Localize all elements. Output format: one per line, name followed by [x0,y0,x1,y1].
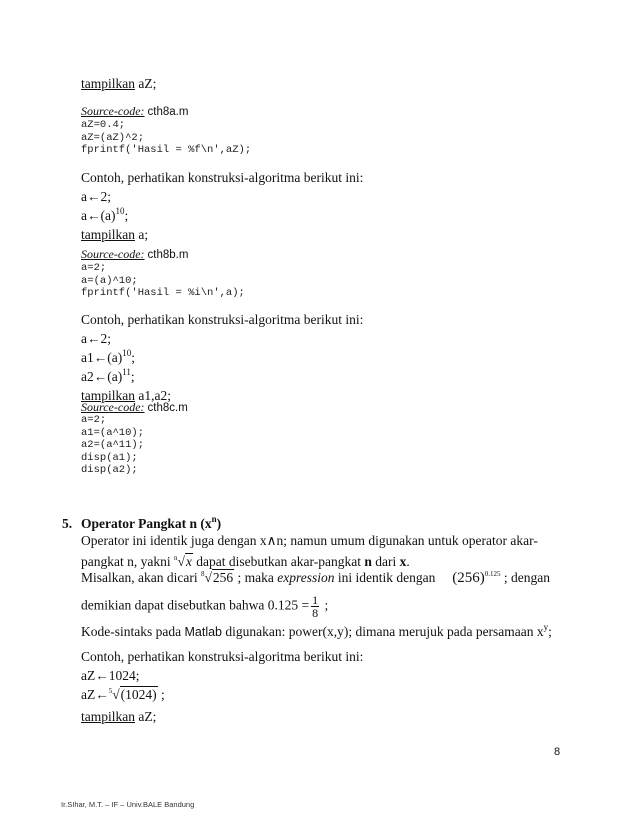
para-line [81,622,552,642]
label-text: Source-code: [81,247,145,261]
text: Misalkan, akan dicari [81,570,201,585]
text: ; dengan [500,570,550,585]
algorithm-block [81,647,363,726]
denominator: 8 [312,606,319,620]
algo-line: aZ←1024; [81,668,140,683]
code-line: fprintf('Hasil = %f\n',aZ); [81,144,252,156]
algo-line [81,348,363,367]
text: ; maka [234,570,278,585]
expr-end: ; [131,350,135,365]
source-code-label [81,400,188,415]
statement-text: a1,a2; [135,388,171,403]
algo-line [81,367,363,386]
expr-end: ; [157,687,165,702]
expr-end: ; [130,369,135,384]
para-line [81,568,563,590]
nth-root: $^8$√256 [200,570,234,585]
exponent: 10 [122,348,132,358]
nth-root: $^n$√x [173,554,192,569]
code-line: a2=(a^11); [81,439,145,451]
algorithm-block [81,310,363,405]
root-index: 8 [200,570,205,578]
radicand: x [185,554,192,569]
numerator: 1 [312,593,319,607]
radicand: 256 [212,570,234,585]
code-line: a=2; [81,414,107,426]
statement-text: a; [135,227,149,242]
text: ; [548,624,552,639]
code-block [81,414,144,477]
expr: aZ← [81,687,109,702]
fraction [311,594,319,619]
intro-text: Contoh, perhatikan konstruksi-algoritma berikut ini: [81,170,364,185]
code-line: fprintf('Hasil = %i\n',a); [81,287,245,299]
statement-text: aZ; [135,76,157,91]
title-end: ) [216,516,222,531]
intro-text: Contoh, perhatikan konstruksi-algoritma berikut ini: [81,649,364,664]
exponent: 10 [115,206,125,216]
expr: a←(a) [81,208,116,223]
algo-line [81,707,363,726]
page-number: 8 [554,746,561,758]
source-code-label [81,247,188,262]
filename: cth8b.m [147,249,189,261]
algo-line: a←2; [81,189,111,204]
code-line: disp(a1); [81,451,138,464]
text: dapat disebutkan akar-pangkat [192,554,365,569]
bold-n: n [364,554,372,569]
algo-line: a←2; [81,331,111,346]
code-line: aZ=(aZ)^2; [81,131,145,144]
code-line: a=2; [81,262,107,274]
exponent: 11 [122,367,131,377]
matlab-term: Matlab [184,625,223,639]
bold-x: x [399,554,407,569]
root-index: n [173,554,178,562]
keyword: tampilkan [81,388,135,403]
source-code-label [81,104,188,119]
expr: a1←(a) [81,350,123,365]
display-line [81,74,156,93]
footer: Ir.SIhar, M.T. – IF – Univ.BALE Bandung [61,800,195,809]
keyword: tampilkan [81,709,135,724]
keyword: tampilkan [81,76,135,91]
code-line: a=(a)^10; [81,274,138,287]
algo-line [81,685,363,707]
algo-line [81,225,363,244]
keyword: tampilkan [81,227,135,242]
para-line [81,594,328,619]
code-line: disp(a2); [81,464,138,476]
statement-text: aZ; [135,709,157,724]
code-block [81,262,245,300]
nth-root: $^5$√(1024) [108,687,157,702]
expr: a2←(a) [81,369,123,384]
filename: cth8a.m [147,106,189,118]
radicand: (1024) [120,687,157,702]
text: ini identik dengan [334,570,439,585]
text: dari [371,554,400,569]
title-text: Operator Pangkat n (x [81,516,212,531]
italic-term: expression [277,570,335,585]
equation-lhs: 0.125 = [267,597,310,613]
filename: cth8c.m [147,402,188,414]
text: ; [321,597,329,613]
superscript: y [543,622,549,632]
label-text: Source-code: [81,104,145,118]
root-index: 5 [108,687,113,695]
text: Kode-sintaks pada [81,624,185,639]
title-sup: n [211,514,217,524]
label-text: Source-code: [81,400,145,414]
algo-line [81,206,363,225]
text: demikian dapat disebutkan bahwa [81,597,268,613]
code-line: a1=(a^10); [81,426,145,439]
intro-text: Contoh, perhatikan konstruksi-algoritma berikut ini: [81,312,364,327]
expr-end: ; [124,208,129,223]
exponent: 0.125 [484,570,501,578]
code-line: aZ=0.4; [81,119,126,131]
text: . [406,554,410,569]
text: pangkat n, yakni [81,554,174,569]
algorithm-block [81,168,363,244]
base: (256) [452,570,485,586]
para-line: Operator ini identik juga dengan x∧n; namun umum digunakan untuk operator akar- [81,533,538,548]
section-number: 5. [62,516,73,531]
code-block [81,119,251,157]
text: digunakan: power(x,y); dimana merujuk pada persamaan x [222,624,544,639]
